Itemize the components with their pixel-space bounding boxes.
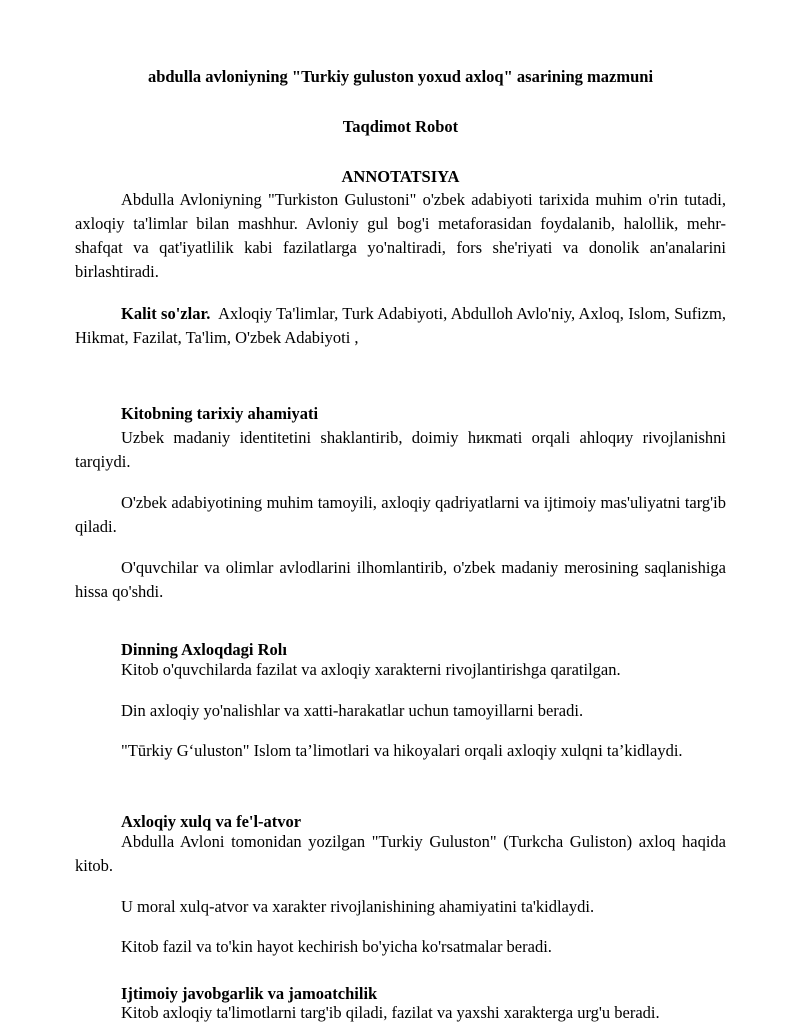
section-paragraph: Abdulla Avloni tomonidan yozilgan "Turkiy Guluston" (Turkcha Guliston) axloq haqida kitob.	[75, 832, 726, 875]
section-paragraph: Kitob axloqiy ta'limotlarni targ'ib qiladi, fazilat va yaxshi xarakterga urg'u beradi.	[121, 1003, 660, 1022]
keywords-text: Axloqiy Ta'limlar, Turk Adabiyoti, Abdulloh Avlo'niy, Axloq, Islom, Sufizm, Hikmat, Fazilat, Ta'lim, O'zbek Adabiyoti ,	[75, 304, 726, 347]
section-heading-religion-role: Dinning Axloqdagi Rolı	[121, 640, 287, 659]
document-title: abdulla avloniyning "Turkiy guluston yoxud axloq" asarining mazmuni	[147, 67, 654, 86]
document-author: Taqdimot Robot	[342, 117, 459, 136]
keywords-paragraph	[75, 302, 726, 350]
section-heading-social-responsibility: Ijtimoiy javobgarlik va jamoatchilik	[121, 984, 378, 1003]
section-paragraph: Kitob o'quvchilarda fazilat va axloqiy xarakterni rivojlantirishga qaratilgan.	[121, 660, 621, 679]
section-paragraph: Din axloqiy yo'nalishlar va xatti-harakatlar uchun tamoyillarni beradi.	[121, 701, 584, 720]
section-paragraph: "Tūrkiy G‘uluston" Islom ta’limotlari va hikoyalari orqali axloqiy xulqni ta’kidlaydi.	[121, 741, 683, 760]
keywords-label: Kalit so'zlar.	[121, 304, 211, 323]
section-paragraph: Kitob fazil va to'kin hayot kechirish bo'yicha ko'rsatmalar beradi.	[121, 937, 552, 956]
section-paragraph: Uzbek madaniy identitetini shaklantirib, doimiy hикmati orqali ahloqиy rivojlanishni tarqiydi.	[75, 428, 726, 471]
section-paragraph: O'zbek adabiyotining muhim tamoyili, axloqiy qadriyatlarni va ijtimoiy mas'uliyatni targ'ib qiladi.	[75, 493, 726, 536]
section-paragraph: U moral xulq-atvor va xarakter rivojlanishining ahamiyatini ta'kidlaydi.	[121, 897, 595, 916]
annotation-heading: ANNOTATSIYA	[341, 167, 460, 186]
section-heading-moral-conduct: Axloqiy xulq va fe'l-atvor	[121, 812, 302, 831]
section-paragraph: O'quvchilar va olimlar avlodlarini ilhomlantirib, o'zbek madaniy merosining saqlanishiga hissa qo'shdi.	[75, 558, 726, 601]
section-heading-historical-significance: Kitobning tarixiy ahamiyati	[121, 404, 319, 423]
annotation-paragraph: Abdulla Avloniyning "Turkiston Gulustoni" o'zbek adabiyoti tarixida muhim o'rin tutadi, axloqiy ta'limlar bilan mashhur. Avloniy gul bog'i metaforasidan foydalanib, halollik, mehr-shafqat va qat'iyatlilik kabi fazilatlarga yo'naltiradi, fors she'riyati va donolik an'analarini birlashtiradi.	[75, 190, 726, 281]
